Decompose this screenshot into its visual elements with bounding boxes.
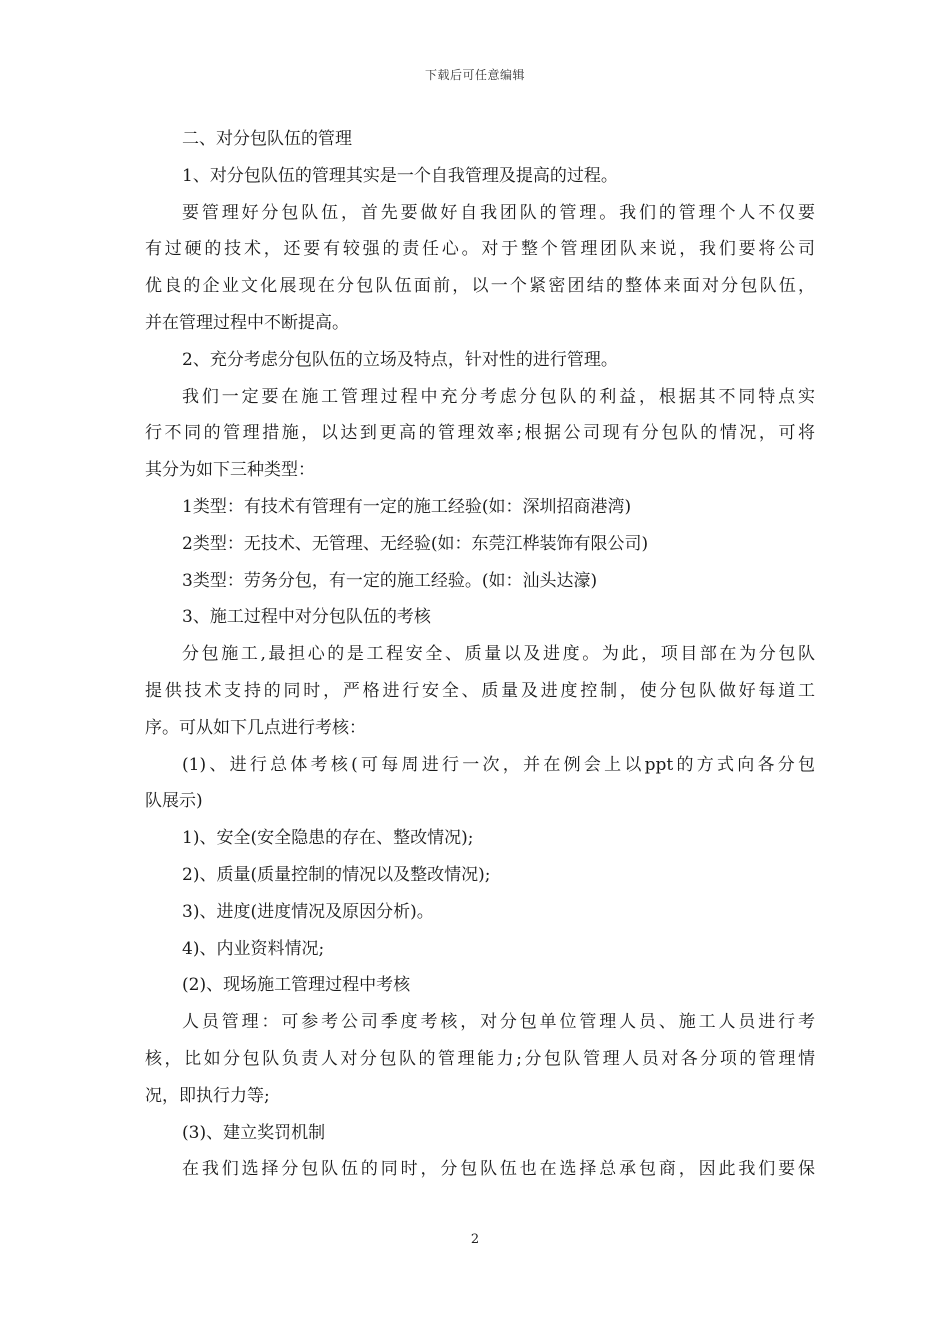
text-line: (2)、现场施工管理过程中考核 [182,975,411,996]
text-line: 分包施工,最担心的是工程安全、质量以及进度。为此，项目部在为分包队 [182,644,815,665]
text-line: 要管理好分包队伍，首先要做好自我团队的管理。我们的管理个人不仅要 [182,202,815,223]
text-line: 3、施工过程中对分包队伍的考核 [182,607,431,628]
text-line: 队展示) [145,791,203,812]
text-line: (3)、建立奖罚机制 [182,1122,326,1143]
text-line: 1类型：有技术有管理有一定的施工经验(如：深圳招商港湾) [182,496,632,517]
text-line: 2类型：无技术、无管理、无经验(如：东莞江桦装饰有限公司) [182,533,649,554]
text-line: 行不同的管理措施，以达到更高的管理效率;根据公司现有分包队的情况，可将 [145,423,815,444]
text-line: 二、对分包队伍的管理 [182,129,352,149]
text-line: 优良的企业文化展现在分包队伍面前，以一个紧密团结的整体来面对分包队伍， [145,276,815,297]
text-line: 3类型：劳务分包，有一定的施工经验。(如：汕头达濠) [182,570,598,591]
document-body [145,121,815,1188]
text-line: (1)、进行总体考核(可每周进行一次，并在例会上以ppt的方式向各分包 [182,754,815,775]
text-line: 并在管理过程中不断提高。 [145,312,349,333]
page-number: 2 [470,1232,480,1247]
text-line: 在我们选择分包队伍的同时，分包队伍也在选择总承包商，因此我们要保 [182,1159,815,1180]
text-line: 其分为如下三种类型： [145,460,315,481]
text-line: 4)、内业资料情况; [182,938,325,959]
text-line: 2、充分考虑分包队伍的立场及特点，针对性的进行管理。 [182,349,618,370]
text-line: 核，比如分包队负责人对分包队的管理能力;分包队管理人员对各分项的管理情 [145,1048,815,1069]
text-line: 序。可从如下几点进行考核： [145,717,366,738]
page-header: 下载后可任意编辑 [424,68,525,82]
text-line: 我们一定要在施工管理过程中充分考虑分包队的利益，根据其不同特点实 [182,386,815,407]
text-line: 有过硬的技术，还要有较强的责任心。对于整个管理团队来说，我们要将公司 [145,239,815,260]
text-line: 1、对分包队伍的管理其实是一个自我管理及提高的过程。 [182,165,618,186]
text-line: 提供技术支持的同时，严格进行安全、质量及进度控制，使分包队做好每道工 [145,680,815,701]
text-line: 况，即执行力等; [145,1085,270,1106]
text-line: 2)、质量(质量控制的情况以及整改情况); [182,864,491,885]
text-line: 人员管理：可参考公司季度考核，对分包单位管理人员、施工人员进行考 [182,1012,815,1033]
text-line: 3)、进度(进度情况及原因分析)。 [182,901,434,922]
text-line: 1)、安全(安全隐患的存在、整改情况); [182,828,474,849]
